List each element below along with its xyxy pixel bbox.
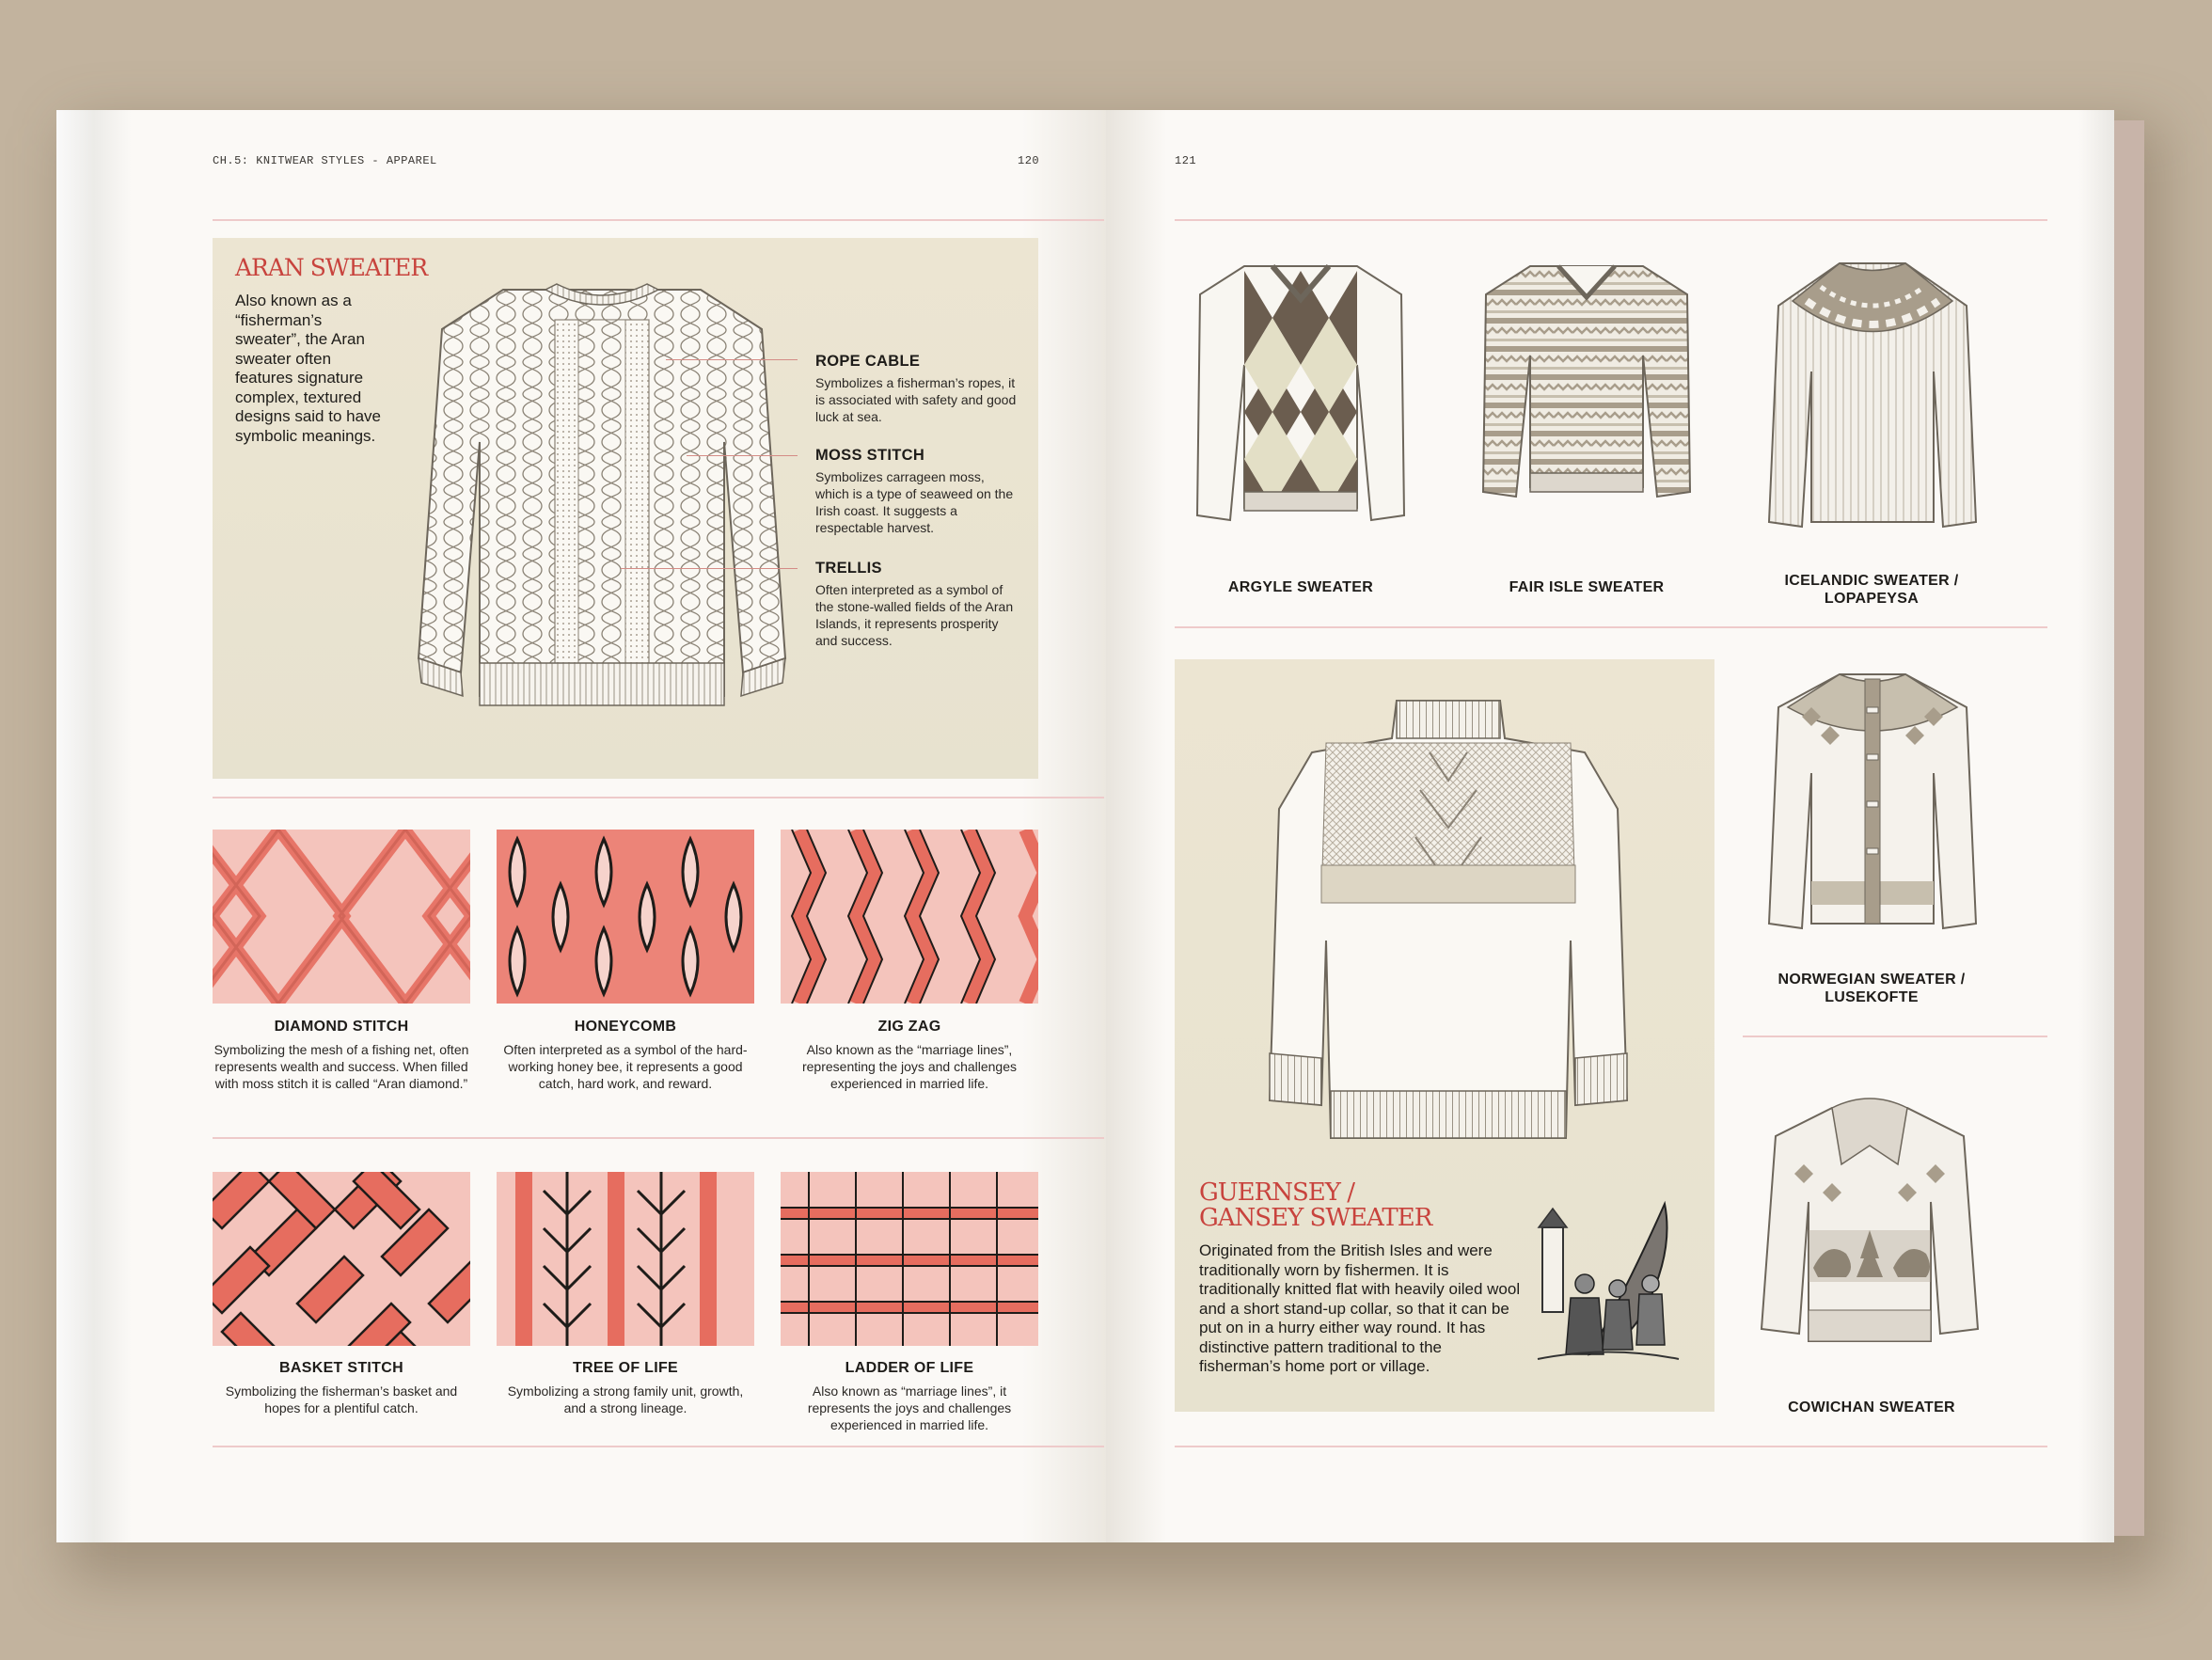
guernsey-sweater-illustration (1265, 696, 1632, 1147)
header-rule-left (213, 219, 1104, 221)
footer-rule-right (1175, 1446, 2047, 1447)
callout-moss-stitch-title: MOSS STITCH (815, 447, 925, 464)
ladder-of-life-text: Also known as “marriage lines”, it represents the joys and challenges experienced in married life. (807, 1383, 1012, 1432)
zig-zag-text: Also known as the “marriage lines”, representing the joys and challenges experienced in married life. (801, 1042, 1018, 1091)
guernsey-title-line1: GUERNSEY / (1199, 1178, 1354, 1207)
footer-rule-left (213, 1446, 1104, 1447)
aran-sweater-intro: Also known as a “fisherman’s sweater”, the Aran sweater often features signature complex, textured designs said to have symbolic meanings. (235, 292, 381, 445)
tree-of-life-swatch (497, 1172, 754, 1346)
callout-trellis-text: Often interpreted as a symbol of the stone-walled fields of the Aran Islands, it represents prosperity and success. (815, 582, 1014, 648)
moss-stitch-leader (687, 455, 798, 456)
norwegian-sweater-illustration (1764, 670, 1981, 942)
fishermen-illustration (1533, 1194, 1683, 1373)
right-page-number: 121 (1175, 154, 1197, 167)
ladder-of-life-title: LADDER OF LIFE (845, 1360, 974, 1376)
icelandic-sweater-illustration (1764, 259, 1981, 536)
section-rule-right-2 (1743, 1036, 2047, 1037)
basket-stitch-title: BASKET STITCH (279, 1360, 403, 1376)
aran-sweater-title: ARAN SWEATER (235, 254, 428, 281)
zig-zag-title: ZIG ZAG (877, 1019, 941, 1035)
guernsey-title-line2: GANSEY SWEATER (1199, 1204, 1432, 1232)
callout-trellis-title: TRELLIS (815, 560, 882, 577)
argyle-sweater-illustration (1193, 261, 1409, 534)
tree-of-life-title: TREE OF LIFE (572, 1360, 679, 1376)
ladder-of-life-swatch (781, 1172, 1038, 1346)
header-rule-right (1175, 219, 2047, 221)
honeycomb-swatch (497, 830, 754, 1004)
callout-rope-cable-text: Symbolizes a fisherman’s ropes, it is associated with safety and good luck at sea. (815, 375, 1017, 424)
argyle-sweater-label: ARGYLE SWEATER (1227, 579, 1374, 595)
tree-of-life-text: Symbolizing a strong family unit, growth, and a strong lineage. (507, 1383, 744, 1415)
norwegian-sweater-label: NORWEGIAN SWEATER / LUSEKOFTE (1778, 972, 1966, 1005)
diamond-stitch-swatch (213, 830, 470, 1004)
left-page-edges (56, 110, 132, 1542)
guernsey-description: Originated from the British Isles and were traditionally worn by fishermen. It is traditionally knitted flat with heavily oiled wool and a short stand-up collar, so that it can be put on in a hurry either way round. It has distinctive pattern traditional to the fisherman’s home port or village. (1199, 1241, 1521, 1375)
callout-moss-stitch-text: Symbolizes carrageen moss, which is a type of seaweed on the Irish coast. It suggests a respectable harvest. (815, 469, 1014, 535)
aran-sweater-illustration (414, 282, 790, 715)
section-rule-1 (213, 797, 1104, 798)
left-page-number: 120 (1018, 154, 1040, 167)
honeycomb-text: Often interpreted as a symbol of the hard-working honey bee, it represents a good catch, hard work, and reward. (503, 1042, 748, 1091)
right-page-edges (2078, 110, 2114, 1542)
basket-stitch-text: Symbolizing the fisherman’s basket and hopes for a plentiful catch. (225, 1383, 458, 1415)
cowichan-sweater-illustration (1757, 1089, 1983, 1345)
icelandic-sweater-label: ICELANDIC SWEATER / LOPAPEYSA (1784, 573, 1959, 607)
chapter-header: CH.5: KNITWEAR STYLES - APPAREL (213, 154, 437, 167)
basket-stitch-swatch (213, 1172, 470, 1346)
section-rule-2 (213, 1137, 1104, 1139)
fair-isle-sweater-label: FAIR ISLE SWEATER (1509, 579, 1665, 595)
diamond-stitch-text: Symbolizing the mesh of a fishing net, often represents wealth and success. When filled with moss stitch it is called “Aran diamond.” (213, 1042, 469, 1091)
diamond-stitch-title: DIAMOND STITCH (274, 1019, 409, 1035)
zig-zag-swatch (781, 830, 1038, 1004)
rope-cable-leader (666, 359, 798, 360)
section-rule-right-1 (1175, 626, 2047, 628)
cowichan-sweater-label: COWICHAN SWEATER (1788, 1399, 1955, 1415)
callout-rope-cable-title: ROPE CABLE (815, 353, 921, 370)
honeycomb-title: HONEYCOMB (574, 1019, 677, 1035)
trellis-leader (621, 568, 798, 569)
fair-isle-sweater-illustration (1478, 261, 1695, 506)
